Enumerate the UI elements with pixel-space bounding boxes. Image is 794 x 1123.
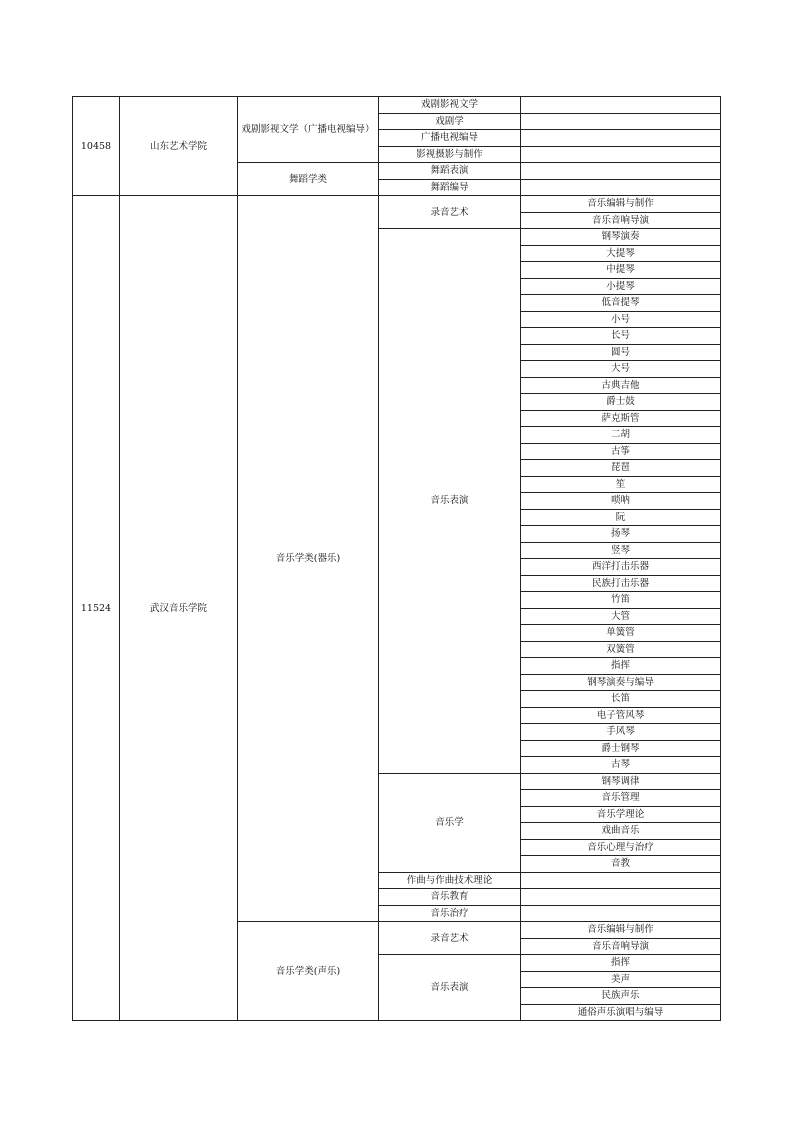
empty-direction-cell (521, 130, 721, 147)
direction-name: 民族打击乐器 (521, 575, 721, 592)
direction-name: 电子管风琴 (521, 707, 721, 724)
major-name: 舞蹈表演 (379, 163, 521, 180)
table-body (73, 97, 721, 1021)
major-name: 戏剧影视文学 (379, 97, 521, 114)
major-name: 音乐学 (379, 773, 521, 872)
table-row (73, 196, 721, 213)
table-row (73, 97, 721, 114)
direction-name: 笙 (521, 476, 721, 493)
direction-name: 指挥 (521, 955, 721, 972)
direction-name: 音乐心理与治疗 (521, 839, 721, 856)
major-name: 录音艺术 (379, 922, 521, 955)
direction-name: 长笛 (521, 691, 721, 708)
major-name: 音乐教育 (379, 889, 521, 906)
category-name: 音乐学类(器乐) (238, 196, 379, 922)
direction-name: 美声 (521, 971, 721, 988)
empty-direction-cell (521, 97, 721, 114)
direction-name: 大提琴 (521, 245, 721, 262)
direction-name: 西洋打击乐器 (521, 559, 721, 576)
direction-name: 竹笛 (521, 592, 721, 609)
school-name: 武汉音乐学院 (120, 196, 238, 1021)
direction-name: 音乐编辑与制作 (521, 922, 721, 939)
direction-name: 中提琴 (521, 262, 721, 279)
direction-name: 琵琶 (521, 460, 721, 477)
empty-direction-cell (521, 113, 721, 130)
direction-name: 钢琴演奏与编导 (521, 674, 721, 691)
direction-name: 双簧管 (521, 641, 721, 658)
direction-name: 戏曲音乐 (521, 823, 721, 840)
empty-direction-cell (521, 889, 721, 906)
direction-name: 音乐编辑与制作 (521, 196, 721, 213)
major-name: 影视摄影与制作 (379, 146, 521, 163)
direction-name: 扬琴 (521, 526, 721, 543)
direction-name: 爵士鼓 (521, 394, 721, 411)
major-name: 戏剧学 (379, 113, 521, 130)
direction-name: 音教 (521, 856, 721, 873)
direction-name: 古筝 (521, 443, 721, 460)
school-name: 山东艺术学院 (120, 97, 238, 196)
direction-name: 爵士钢琴 (521, 740, 721, 757)
category-name: 舞蹈学类 (238, 163, 379, 196)
direction-name: 唢呐 (521, 493, 721, 510)
direction-name: 大号 (521, 361, 721, 378)
direction-name: 单簧管 (521, 625, 721, 642)
direction-name: 音乐学理论 (521, 806, 721, 823)
direction-name: 音乐音响导演 (521, 212, 721, 229)
major-name: 舞蹈编导 (379, 179, 521, 196)
direction-name: 指挥 (521, 658, 721, 675)
direction-name: 竖琴 (521, 542, 721, 559)
direction-name: 小提琴 (521, 278, 721, 295)
direction-name: 古典吉他 (521, 377, 721, 394)
school-code: 10458 (73, 97, 120, 196)
direction-name: 小号 (521, 311, 721, 328)
empty-direction-cell (521, 872, 721, 889)
major-name: 作曲与作曲技术理论 (379, 872, 521, 889)
category-name: 戏剧影视文学（广播电视编导） (238, 97, 379, 163)
direction-name: 大管 (521, 608, 721, 625)
major-name: 音乐表演 (379, 955, 521, 1021)
direction-name: 民族声乐 (521, 988, 721, 1005)
empty-direction-cell (521, 179, 721, 196)
admissions-table (72, 96, 721, 1021)
direction-name: 圆号 (521, 344, 721, 361)
direction-name: 钢琴调律 (521, 773, 721, 790)
school-code: 11524 (73, 196, 120, 1021)
direction-name: 萨克斯管 (521, 410, 721, 427)
major-name: 音乐治疗 (379, 905, 521, 922)
empty-direction-cell (521, 905, 721, 922)
direction-name: 长号 (521, 328, 721, 345)
empty-direction-cell (521, 163, 721, 180)
empty-direction-cell (521, 146, 721, 163)
major-name: 录音艺术 (379, 196, 521, 229)
direction-name: 阮 (521, 509, 721, 526)
major-name: 音乐表演 (379, 229, 521, 774)
direction-name: 手风琴 (521, 724, 721, 741)
direction-name: 通俗声乐演唱与编导 (521, 1004, 721, 1021)
direction-name: 音乐管理 (521, 790, 721, 807)
direction-name: 古琴 (521, 757, 721, 774)
direction-name: 钢琴演奏 (521, 229, 721, 246)
major-name: 广播电视编导 (379, 130, 521, 147)
category-name: 音乐学类(声乐) (238, 922, 379, 1021)
direction-name: 音乐音响导演 (521, 938, 721, 955)
direction-name: 低音提琴 (521, 295, 721, 312)
direction-name: 二胡 (521, 427, 721, 444)
